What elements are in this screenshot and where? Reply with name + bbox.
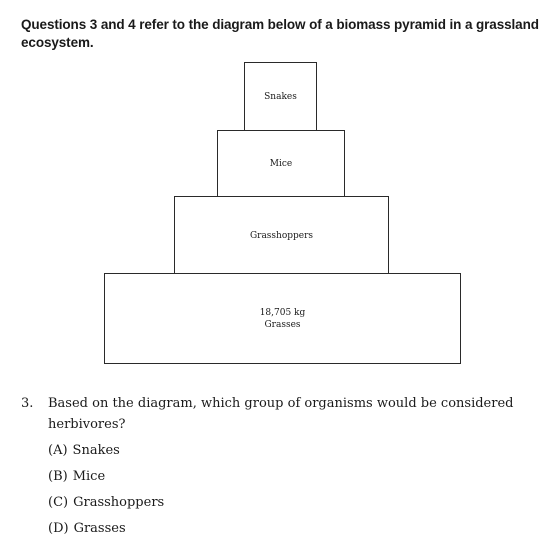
choice-text: Snakes <box>72 443 120 458</box>
tier-label-mice: Mice <box>269 159 293 169</box>
question-3 <box>21 393 541 544</box>
choice-text: Grasses <box>73 521 126 536</box>
pyramid-tier-snakes <box>244 62 317 132</box>
tier-label-snakes: Snakes <box>264 92 297 102</box>
pyramid-tier-mice <box>217 130 345 198</box>
tier-mass-grasses: 18,705 kg <box>259 307 306 318</box>
choice-letter: (A) <box>48 443 68 458</box>
choice-letter: (B) <box>48 469 68 484</box>
pyramid-tier-grasshoppers <box>174 196 389 275</box>
choice-d[interactable] <box>48 518 541 544</box>
choice-text: Grasshoppers <box>73 495 165 510</box>
answer-choices <box>48 440 541 544</box>
question-number: 3. <box>21 396 34 411</box>
choice-a[interactable] <box>48 440 541 466</box>
choice-b[interactable] <box>48 466 541 492</box>
tier-label-grasses: Grasses <box>264 319 301 330</box>
choice-letter: (D) <box>48 521 69 536</box>
tier-label-grasshoppers: Grasshoppers <box>249 230 314 241</box>
choice-c[interactable] <box>48 492 541 518</box>
choice-text: Mice <box>72 469 106 484</box>
choice-letter: (C) <box>48 495 69 510</box>
question-intro: Questions 3 and 4 refer to the diagram below of a biomass pyramid in a grassland ecosystem. <box>21 17 539 50</box>
pyramid-tier-grasses <box>104 273 461 364</box>
question-text: Based on the diagram, which group of organisms would be considered herbivores? <box>48 396 514 432</box>
